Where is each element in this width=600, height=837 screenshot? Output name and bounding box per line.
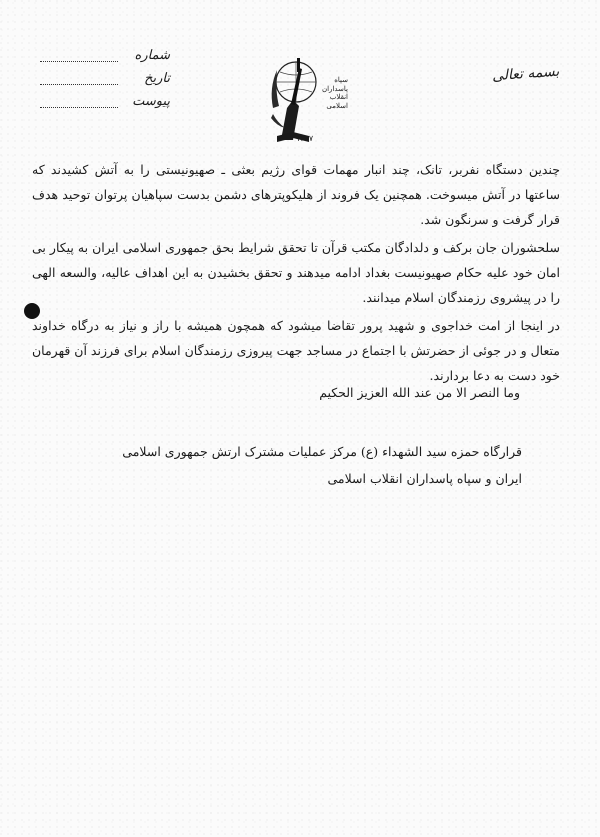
signature-line: ایران و سپاه پاسداران انقلاب اسلامی <box>327 471 522 486</box>
emblem-year: ۱۳۵۷ <box>296 134 314 143</box>
meta-number-row <box>40 48 170 71</box>
body-paragraph: در اینجا از امت خداجوی و شهید پرور تقاضا میشود که همچون همیشه با راز و نیاز به درگاه خداوند متعال و در جوئی از حضرتش با اجتماع در مساجد جهت پیروزی رزمندگان اسلام برای فرزند آن قهرمان خود دست به دعا بردارند. <box>32 318 560 383</box>
meta-attachment-label: پیوست <box>132 94 170 109</box>
signature-block <box>92 438 522 492</box>
meta-attachment-row <box>40 94 170 117</box>
meta-date-label: تاریخ <box>144 71 170 86</box>
closing-verse: وما النصر الا من عند الله العزیز الحکیم <box>319 385 520 400</box>
document-meta-fields <box>40 48 170 117</box>
emblem-caption-line: انقلاب <box>329 93 348 102</box>
emblem-caption-line: پاسداران <box>321 84 348 93</box>
meta-number-label: شماره <box>134 48 170 63</box>
signature-line: قرارگاه حمزه سید الشهداء (ع) مرکز عملیات مشترک ارتش جمهوری اسلامی <box>122 444 522 459</box>
handwritten-note: بسمه تعالی <box>491 63 560 85</box>
emblem-caption <box>316 76 348 110</box>
irgc-emblem-icon <box>263 48 323 148</box>
letter-body <box>32 157 560 388</box>
meta-number-line <box>40 61 118 62</box>
body-paragraph: سلحشوران جان برکف و دلدادگان مکتب قرآن تا تحقق شرایط بحق جمهوری اسلامی ایران به پیکار بی امان خود علیه حکام صهیونیست بغداد ادامه میدهند و تحقق بخشیدن به این اهداف عالیه، والسعه الهی را در پیشروی رزمندگان اسلام میدانند. <box>32 240 560 305</box>
emblem-caption-line: اسلامی <box>326 101 348 110</box>
body-paragraph: چندین دستگاه نفربر، تانک، چند انبار مهمات قوای رژیم بعثی ـ صهیونیستی را به آتش کشیدند که ساعتها در آتش میسوخت. همچنین یک فروند از هلیکوپترهای دشمن بدست سپاهیان پرتوان توحید هدف قرار گرفت و سرنگون شد. <box>32 162 560 227</box>
emblem-caption-line: سپاه <box>334 76 348 84</box>
meta-date-line <box>40 84 118 85</box>
meta-attachment-line <box>40 107 118 108</box>
meta-date-row <box>40 71 170 94</box>
